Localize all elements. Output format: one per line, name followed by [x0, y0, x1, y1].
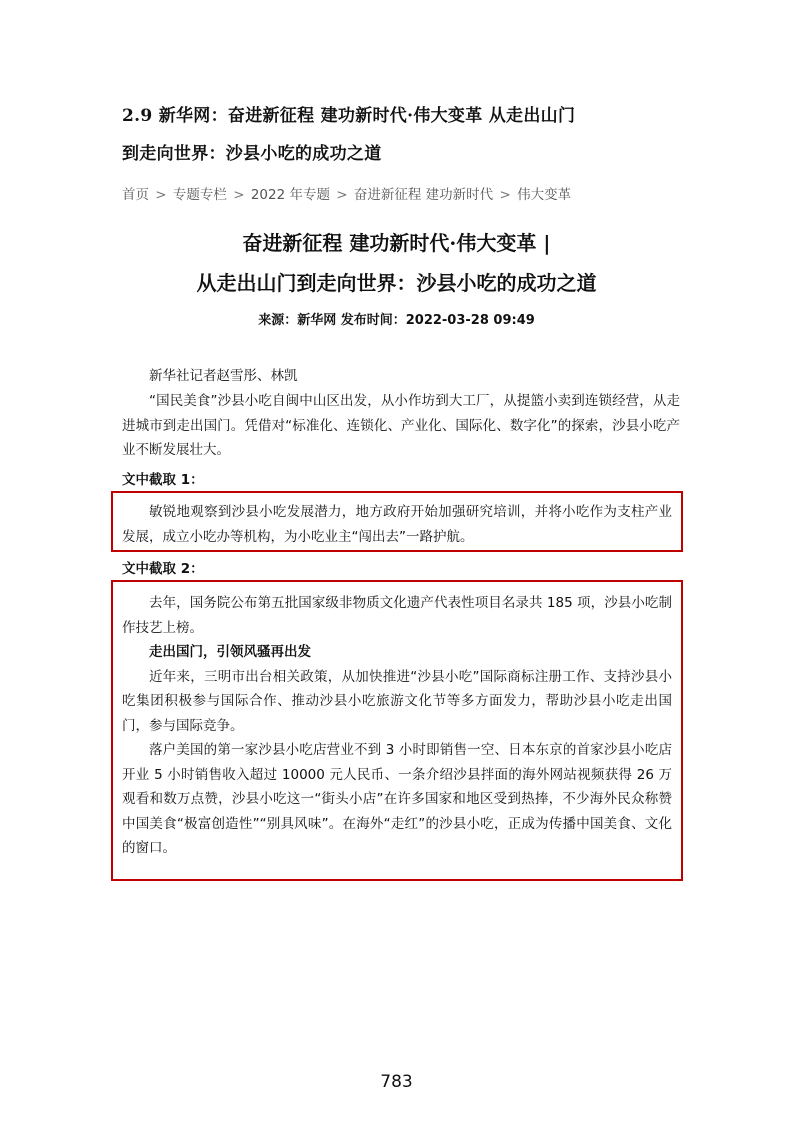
excerpt-2-subheading: 走出国门，引领风骚再出发 — [149, 644, 311, 660]
article-title-line-2: 从走出山门到走向世界：沙县小吃的成功之道 — [196, 271, 597, 295]
article-byline: 新华社记者赵雪彤、林凯 — [149, 368, 298, 384]
excerpt-2-paragraph-1: 去年，国务院公布第五批国家级非物质文化遗产代表性项目名录共 185 项，沙县小吃制作技艺上榜。 — [122, 595, 672, 636]
breadcrumb-separator: > — [336, 187, 348, 203]
excerpt-2-paragraph-3: 落户美国的第一家沙县小吃店营业不到 3 小时即销售一空、日本东京的首家沙县小吃店开业 5 小时销售收入超过 10000 元人民币、一条介绍沙县拌面的海外网站视频获得 26 万观看和数万点赞，沙县小吃这一“街头小店”在许多国家和地区受到热捧，不少海外民众称赞中国美食“极富创造性”“别具风味”。在海外“走红”的沙县小吃，正成为传播中国美食、文化的窗口。 — [122, 742, 672, 856]
excerpt-2-box — [111, 580, 683, 881]
article-intro-paragraph: “国民美食”沙县小吃自闽中山区出发，从小作坊到大工厂，从提篮小卖到连锁经营，从走进城市到走出国门。凭借对“标准化、连锁化、产业化、国际化、数字化”的探索，沙县小吃产业不断发展壮大。 — [122, 393, 680, 458]
breadcrumb-great-change[interactable]: 伟大变革 — [517, 187, 572, 203]
excerpt-1-text: 敏锐地观察到沙县小吃发展潜力，地方政府开始加强研究培训，并将小吃作为支柱产业发展，成立小吃办等机构，为小吃业主“闯出去”一路护航。 — [122, 504, 672, 545]
excerpt-2-paragraph-2: 近年来，三明市出台相关政策，从加快推进“沙县小吃”国际商标注册工作、支持沙县小吃集团积极参与国际合作、推动沙县小吃旅游文化节等多方面发力，帮助沙县小吃走出国门，参与国际竞争。 — [122, 668, 672, 734]
breadcrumb-2022-topics[interactable]: 2022 年专题 — [250, 187, 330, 203]
breadcrumb-separator: > — [499, 187, 511, 203]
article-source: 来源：新华网 发布时间：2022-03-28 09:49 — [258, 313, 535, 328]
section-heading-line-1: 2.9 新华网：奋进新征程 建功新时代·伟大变革 从走出山门 — [122, 106, 576, 126]
article-title-line-1: 奋进新征程 建功新时代·伟大变革 | — [242, 231, 551, 255]
section-heading-line-2: 到走向世界：沙县小吃的成功之道 — [122, 144, 382, 164]
breadcrumb — [122, 184, 682, 206]
excerpt-1-label: 文中截取 1： — [122, 472, 204, 488]
breadcrumb-separator: > — [233, 187, 245, 203]
breadcrumb-topics[interactable]: 专题专栏 — [172, 187, 227, 203]
breadcrumb-separator: > — [155, 187, 167, 203]
breadcrumb-home[interactable]: 首页 — [122, 187, 149, 203]
excerpt-1-box — [111, 491, 683, 552]
excerpt-2-label: 文中截取 2： — [122, 561, 204, 577]
breadcrumb-new-journey[interactable]: 奋进新征程 建功新时代 — [353, 187, 494, 203]
page-number: 783 — [380, 1072, 413, 1092]
